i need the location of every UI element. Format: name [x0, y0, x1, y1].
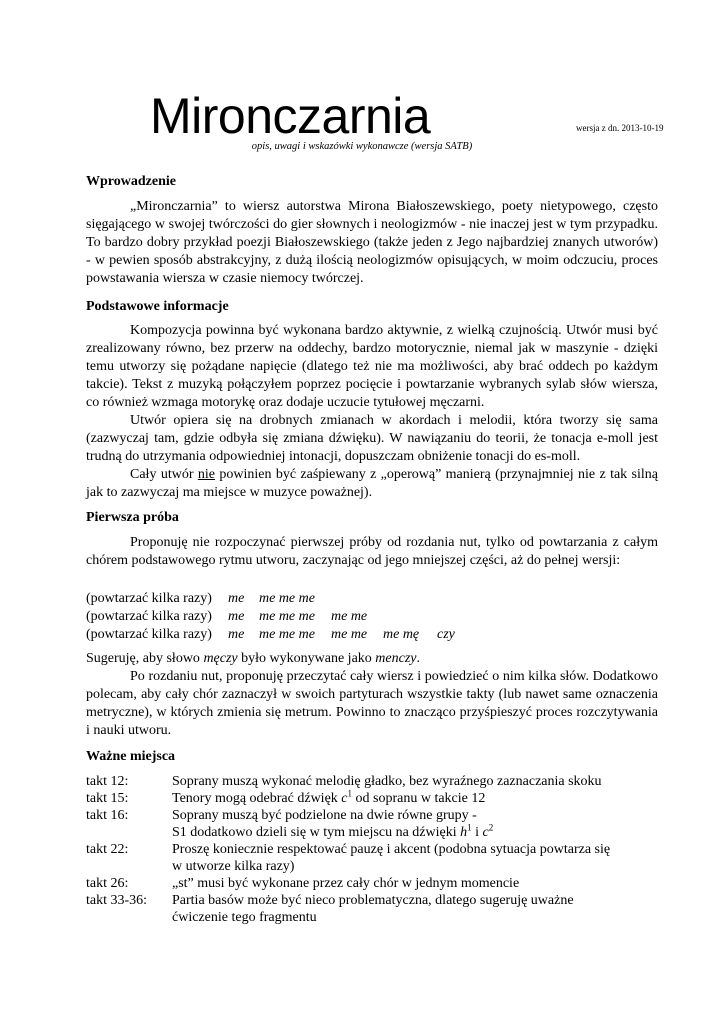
note-text [172, 807, 658, 841]
note-item [86, 807, 658, 841]
exercise-word: me me me [259, 609, 315, 624]
note-text: Soprany muszą wykonać melodię gładko, bez wyraźnego zaznaczania skoku [172, 774, 602, 789]
text-fragment: Tenory mogą odebrać dźwięk [172, 791, 342, 806]
intro-paragraph: „Mironczarnia” to wiersz autorstwa Mirona Białoszewskiego, poety nietypowego, często sięgającego w swojej twórczości do gier słownych i neologizmów - nie inaczej jest w tym przypadku. To bardzo dobry przykład poezji Białoszewskiego (także jeden z Jego najbardziej znanych utworów) - w pewien sposób abstrakcyjny, z dużą ilością neologizmów opisujących, w moim odczuciu, proces powstawania wiersza w czasie niemocy twórczej. [86, 199, 658, 286]
note-bar: takt 26: [86, 876, 129, 891]
heading-introduction: Wprowadzenie [86, 174, 176, 189]
exercise-line-1 [86, 590, 331, 608]
italic-word: menczy [375, 651, 417, 666]
note-text [172, 841, 658, 875]
exercise-word: me [228, 609, 245, 624]
document-subtitle: opis, uwagi i wskazówki wykonawcze (wersja SATB) [251, 141, 473, 152]
note-item [86, 790, 658, 807]
document-title: Mironczarnia [150, 88, 431, 144]
text-line: Partia basów może być nieco problematyczna, dlatego sugeruję uważne [172, 893, 574, 908]
text-line: w utworze kilka razy) [172, 859, 295, 874]
note-item [86, 841, 658, 875]
exercise-word: me mę [383, 627, 420, 642]
note-item [86, 875, 658, 892]
text-fragment: powinien być zaśpiewany z „operową” manierą (przynajmniej nie z tak silną jak to zazwyczaj ma miejsce w muzyce poważnej). [86, 467, 658, 500]
exercise-word: czy [437, 627, 455, 642]
note-item [86, 773, 658, 790]
text-line: Proszę koniecznie respektować pauzę i akcent (podobna sytuacja powtarza się [172, 842, 611, 857]
note-text [172, 790, 658, 807]
suggestion-line [86, 650, 658, 668]
exercise-word: me me [331, 627, 368, 642]
text-fragment: od sopranu w takcie 12 [352, 791, 486, 806]
octave-mark: 2 [488, 822, 494, 833]
exercise-label: (powtarzać kilka razy) [86, 609, 212, 624]
pitch-name: h [460, 825, 468, 840]
exercise-line-2 [86, 608, 383, 626]
note-bar: takt 12: [86, 774, 129, 789]
underlined-word: nie [197, 467, 215, 482]
note-item [86, 892, 658, 926]
text-fragment: Cały utwór [130, 467, 198, 482]
exercise-word: me [228, 591, 245, 606]
octave-mark: 1 [347, 788, 353, 799]
exercise-word: me me [331, 609, 368, 624]
text-fragment: Sugeruję, aby słowo [86, 651, 204, 666]
heading-first-rehearsal: Pierwsza próba [86, 510, 179, 525]
heading-basic-info: Podstawowe informacje [86, 299, 229, 314]
exercise-word: me [228, 627, 245, 642]
text-fragment: S1 dodatkowo dzieli się w tym miejscu na dźwięki [172, 825, 461, 840]
note-bar: takt 22: [86, 842, 129, 857]
exercise-word: me me me [259, 591, 315, 606]
first-paragraph-1: Proponuję nie rozpoczynać pierwszej próby od rozdania nut, tylko od powtarzania z całym chórem podstawowego rytmu utworu, zaczynając od jego mniejszej części, aż do pełnej wersji: [86, 535, 658, 568]
pitch-name: c [482, 825, 489, 840]
exercise-line-3 [86, 626, 467, 644]
text-line [172, 824, 658, 841]
text-fragment: . [416, 651, 420, 666]
basic-paragraph-3 [86, 466, 658, 502]
octave-mark: 1 [467, 822, 472, 833]
note-bar: takt 15: [86, 791, 129, 806]
note-bar: takt 33-36: [86, 893, 148, 908]
text-fragment: i [471, 825, 483, 840]
basic-paragraph-1: Kompozycja powinna być wykonana bardzo aktywnie, z wielką czujnością. Utwór musi być zrealizowany równo, bez przerw na oddechy, bardzo motorycznie, niemal jak w maszynie - dzięki temu utworzy się pożądane napięcie (dlatego też nie ma możliwości, aby brać oddech po każdym takcie). Tekst z muzyką połączyłem poprzez pocięcie i powtarzanie wybranych sylab słów wiersza, co również wzmaga motorykę oraz dodaje uczucie tytułowej męczarni. [86, 323, 658, 410]
text-line: ćwiczenie tego fragmentu [172, 910, 317, 925]
note-text [172, 892, 658, 926]
text-line: Soprany muszą być podzielone na dwie równe grupy - [172, 808, 477, 823]
title-block [150, 86, 664, 146]
notes-list [86, 773, 658, 926]
note-text: „st” musi być wykonane przez cały chór w jednym momencie [172, 876, 520, 891]
exercise-label: (powtarzać kilka razy) [86, 627, 212, 642]
text-fragment: było wykonywane jako [237, 651, 376, 666]
basic-paragraph-2: Utwór opiera się na drobnych zmianach w akordach i melodii, która tworzy się sama (zazwyczaj tam, gdzie odbyła się zmiana dźwięku). W nawiązaniu do teorii, że tonacja e-moll jest trudną do utrzymania odpowiedniej intonacji, dopuszczam obniżenie tonacji do es-moll. [86, 413, 658, 464]
heading-important-places: Ważne miejsca [86, 749, 176, 764]
exercise-label: (powtarzać kilka razy) [86, 591, 212, 606]
note-bar: takt 16: [86, 808, 129, 823]
exercise-word: me me me [259, 627, 315, 642]
italic-word: męczy [203, 651, 238, 666]
first-paragraph-2: Po rozdaniu nut, proponuję przeczytać cały wiersz i powiedzieć o nim kilka słów. Dodatkowo polecam, aby cały chór zaznaczył w swoich partyturach wszystkie takty (lub nawet same oznaczenia metryczne), w których zmienia się metrum. Powinno to znacząco przyśpieszyć proces rozczytywania i nauki utworu. [86, 669, 658, 738]
version-date: wersja z dn. 2013-10-19 [576, 123, 664, 133]
pitch-name: c [341, 791, 348, 806]
